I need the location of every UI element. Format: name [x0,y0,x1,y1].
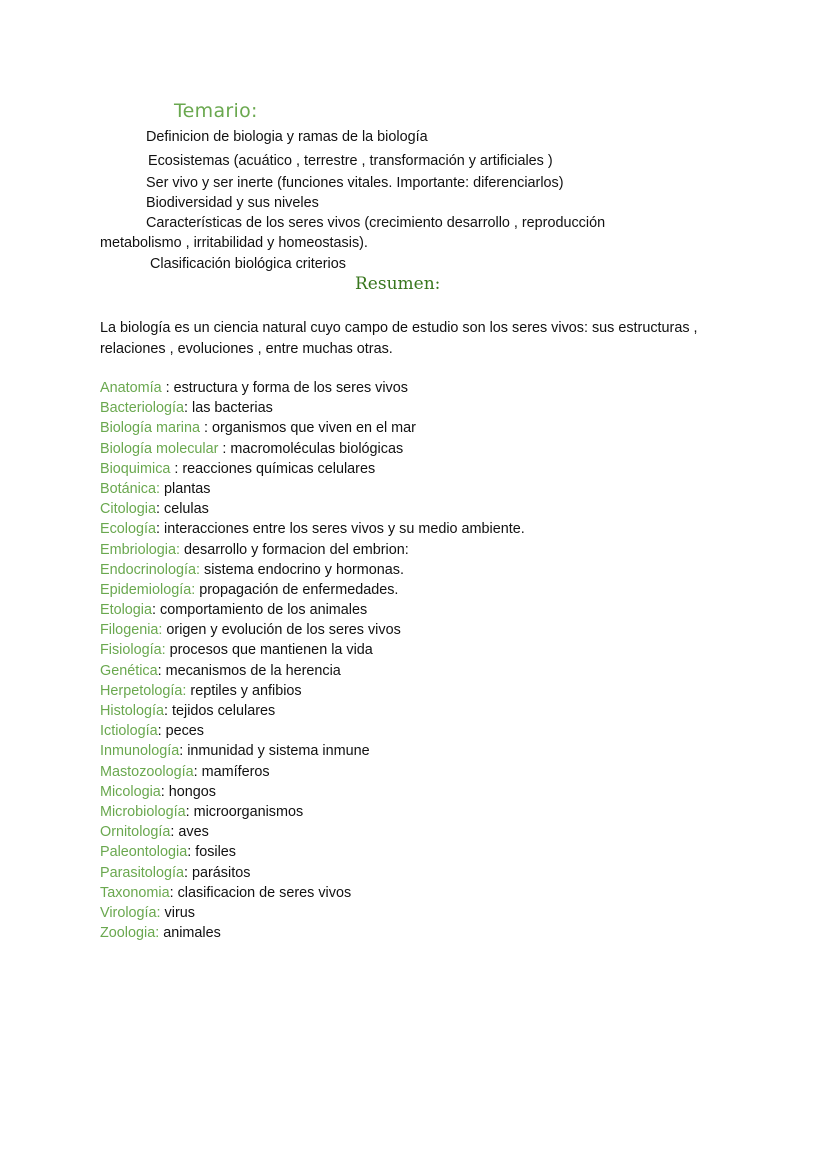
branch-item [100,519,525,539]
branch-description: : fosiles [187,844,237,861]
branch-item [100,560,525,580]
branch-term: Endocrinología: [100,561,201,578]
branch-item [100,883,525,903]
branch-description: : clasificacion de seres vivos [169,884,352,901]
branch-term: Micologia [100,783,161,800]
branch-description: : peces [157,723,205,740]
branch-description: : macromoléculas biológicas [222,440,404,457]
branch-item [100,580,525,600]
branch-item [100,782,525,802]
intro-paragraph: La biología es un ciencia natural cuyo campo de estudio son los seres vivos: sus estructuras , relaciones , evoluciones , entre muchas otras. [100,320,698,357]
branch-item [100,600,525,620]
branch-description: sistema endocrino y hormonas. [200,561,404,578]
branch-description: : mamíferos [193,763,270,780]
branch-term: Microbiología [100,803,186,820]
branch-item [100,378,525,398]
branch-description: : aves [170,824,209,841]
branch-term: Filogenia: [100,622,163,639]
branch-term: Taxonomia [100,884,170,901]
branch-term: Zoologia: [100,925,160,942]
branch-term: Epidemiología: [100,581,196,598]
branch-item [100,923,525,943]
temario-item: Características de los seres vivos (crecimiento desarrollo , reproducción [146,215,606,231]
branch-description: : organismos que viven en el mar [204,420,416,437]
branch-description: origen y evolución de los seres vivos [162,622,401,639]
branch-term: Herpetología: [100,682,187,699]
branch-term: Ecología [100,521,157,538]
branch-term: Genética [100,662,158,679]
branch-term: Embriologia: [100,541,180,558]
branch-term: Biología molecular [100,440,223,457]
branch-item [100,863,525,883]
temario-item: Biodiversidad y sus niveles [146,195,319,211]
branch-term: Citologia [100,501,156,518]
branch-description: : comportamiento de los animales [152,602,368,619]
branch-item [100,640,525,660]
branch-term: Ornitología [100,824,171,841]
branch-term: Biología marina [100,420,204,437]
branch-term: Ictiología [100,723,158,740]
branch-description: : celulas [156,501,209,518]
branch-description: : mecanismos de la herencia [157,662,341,679]
branches-list [100,378,525,943]
branch-item [100,802,525,822]
branch-term: Botánica: [100,480,161,497]
temario-item: Ecosistemas (acuático , terrestre , transformación y artificiales ) [148,153,553,169]
branch-item [100,842,525,862]
branch-item [100,681,525,701]
branch-item [100,499,525,519]
branch-description: procesos que mantienen la vida [165,642,373,659]
branch-description: : las bacterias [184,400,273,417]
branch-term: Virología: [100,904,161,921]
branch-description: animales [159,925,221,942]
branch-description: desarrollo y formacion del embrion: [180,541,409,558]
branch-description: reptiles y anfibios [186,682,302,699]
resumen-heading: Resumen: [355,274,441,294]
branch-term: Bioquimica [100,460,175,477]
branch-item [100,418,525,438]
branch-description: : hongos [160,783,217,800]
branch-item [100,439,525,459]
branch-description: : parásitos [184,864,251,881]
branch-item [100,459,525,479]
temario-item: Clasificación biológica criterios [150,256,346,272]
branch-description: : estructura y forma de los seres vivos [165,380,408,396]
branch-item [100,903,525,923]
branch-description: : inmunidad y sistema inmune [179,743,370,760]
branch-description: plantas [160,480,211,497]
temario-item: Definicion de biologia y ramas de la biología [146,129,428,145]
branch-term: Inmunología [100,743,180,760]
branch-description: virus [160,904,195,921]
branch-description: : reacciones químicas celulares [174,460,376,477]
branch-item [100,822,525,842]
branch-term: Paleontologia [100,844,188,861]
branch-description: propagación de enfermedades. [195,581,399,598]
temario-item: Ser vivo y ser inerte (funciones vitales. Importante: diferenciarlos) [146,175,564,191]
branch-term: Anatomía [100,380,166,396]
branch-item [100,620,525,640]
temario-item: metabolismo , irritabilidad y homeostasis). [100,235,368,251]
branch-item [100,398,525,418]
branch-item [100,540,525,560]
branch-item [100,661,525,681]
branch-item [100,479,525,499]
temario-heading: Temario: [174,100,258,122]
branch-term: Parasitología [100,864,184,881]
branch-description: : microorganismos [185,803,304,820]
branch-term: Fisiología: [100,642,166,659]
branch-term: Mastozoología [100,763,194,780]
branch-item [100,741,525,761]
branch-term: Bacteriología [100,400,184,417]
branch-item [100,701,525,721]
branch-item [100,762,525,782]
branch-description: : tejidos celulares [164,703,276,719]
branch-term: Histología [100,703,164,719]
branch-term: Etologia [100,602,153,619]
branch-description: : interacciones entre los seres vivos y su medio ambiente. [156,521,525,538]
branch-item [100,721,525,741]
